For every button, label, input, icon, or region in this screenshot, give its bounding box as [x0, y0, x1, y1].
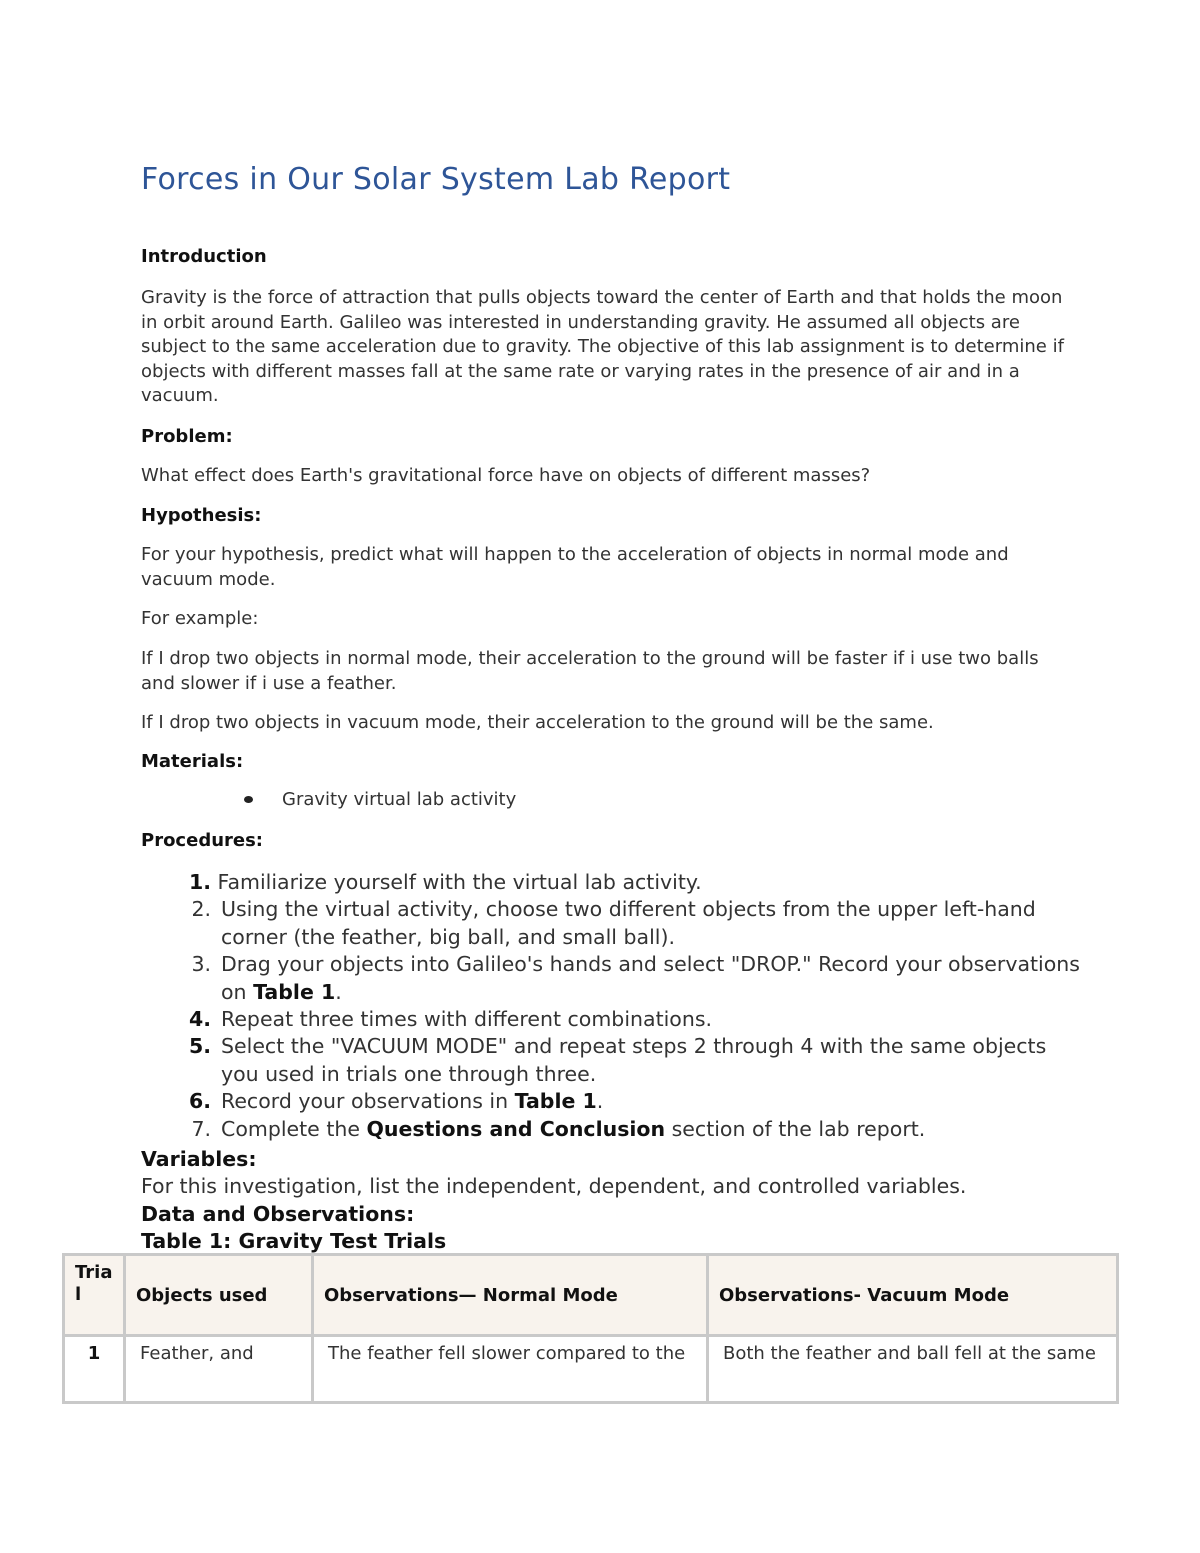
procedure-step [141, 951, 1081, 1006]
procedures-heading: Procedures: [141, 830, 264, 851]
procedure-step [141, 1033, 1081, 1088]
procedure-step [141, 1088, 1081, 1115]
table-header-row [64, 1255, 1118, 1336]
step-number: 7. [191, 1116, 211, 1141]
cell-normal-observation: The feather fell slower compared to the [313, 1336, 708, 1403]
materials-item-label: Gravity virtual lab activity [282, 789, 517, 810]
step-text: Repeat three times with different combinations. [221, 1007, 713, 1032]
step-text: Using the virtual activity, choose two different objects from the upper left-hand corner (the feather, big ball, and small ball). [221, 897, 1036, 949]
step-text: Drag your objects into Galileo's hands and select "DROP." Record your observations on Table 1. [221, 952, 1080, 1004]
procedure-step [141, 869, 1081, 896]
header-objects-used: Objects used [125, 1255, 313, 1336]
procedure-step [141, 1006, 1081, 1033]
introduction-text: Gravity is the force of attraction that pulls objects toward the center of Earth and that holds the moon in orbit around Earth. Galileo was interested in understanding gravity. He assumed all objects are subject to the same acceleration due to gravity. The objective of this lab assignment is to determine if objects with different masses fall at the same rate or varying rates in the presence of air and in a vacuum. [141, 287, 1064, 406]
hypothesis-prompt: For your hypothesis, predict what will happen to the acceleration of objects in normal mode and vacuum mode. [141, 544, 1009, 590]
step-text: Complete the Questions and Conclusion section of the lab report. [221, 1116, 926, 1141]
hypothesis-example-label: For example: [141, 608, 259, 629]
introduction-heading: Introduction [141, 246, 267, 267]
bullet-icon [244, 796, 253, 803]
cell-vacuum-observation: Both the feather and ball fell at the same [708, 1336, 1118, 1403]
table-caption: Table 1: Gravity Test Trials [141, 1229, 447, 1253]
cell-objects: Feather, and [125, 1336, 313, 1403]
variables-heading: Variables: [141, 1147, 257, 1171]
data-observations-heading: Data and Observations: [141, 1202, 415, 1226]
header-trial: Tria l [64, 1255, 125, 1336]
problem-text: What effect does Earth's gravitational force have on objects of different masses? [141, 465, 871, 486]
header-vacuum-mode: Observations- Vacuum Mode [708, 1255, 1118, 1336]
problem-heading: Problem: [141, 426, 233, 447]
procedure-step [141, 1116, 1081, 1143]
document-title: Forces in Our Solar System Lab Report [141, 162, 731, 197]
step-number: 1. [188, 870, 211, 894]
procedures-list [141, 869, 1081, 1143]
materials-heading: Materials: [141, 751, 244, 772]
hypothesis-normal-mode: If I drop two objects in normal mode, their acceleration to the ground will be faster if i use two balls and slower if i use a feather. [141, 648, 1039, 694]
step-number: 4. [188, 1007, 211, 1032]
step-number: 2. [191, 897, 211, 922]
hypothesis-heading: Hypothesis: [141, 505, 262, 526]
variables-text: For this investigation, list the independent, dependent, and controlled variables. [141, 1174, 967, 1198]
procedure-step [141, 896, 1081, 951]
table-row [64, 1336, 1118, 1403]
step-text: Familiarize yourself with the virtual lab activity. [217, 870, 702, 894]
step-number: 3. [191, 952, 211, 977]
hypothesis-vacuum-mode: If I drop two objects in vacuum mode, their acceleration to the ground will be the same. [141, 712, 934, 733]
gravity-test-table [62, 1253, 1119, 1404]
materials-list-item [244, 789, 516, 810]
cell-trial: 1 [64, 1336, 125, 1403]
step-number: 6. [188, 1089, 211, 1114]
step-text: Select the "VACUUM MODE" and repeat steps 2 through 4 with the same objects you used in trials one through three. [221, 1034, 1047, 1086]
header-normal-mode: Observations— Normal Mode [313, 1255, 708, 1336]
step-text: Record your observations in Table 1. [221, 1089, 604, 1114]
step-number: 5. [188, 1034, 211, 1059]
